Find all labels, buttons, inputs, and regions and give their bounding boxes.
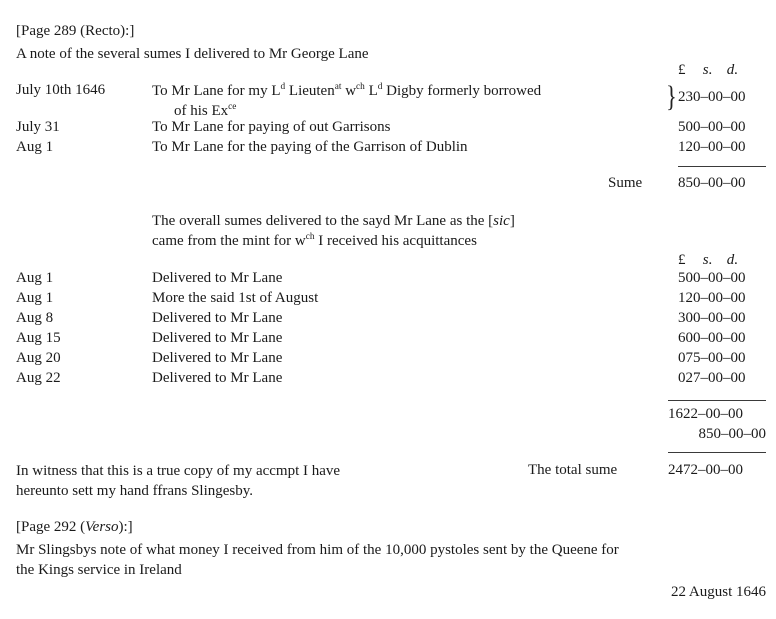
verso-note bbox=[16, 541, 766, 581]
sum-label: Sume bbox=[608, 175, 643, 191]
recto-header-suffix: ):] bbox=[120, 23, 135, 39]
entry-date: Aug 20 bbox=[16, 350, 61, 366]
witness-statement bbox=[16, 462, 536, 502]
recto-header-prefix: [Page 289 ( bbox=[16, 23, 86, 39]
middle-note bbox=[152, 212, 672, 252]
entry-description: Delivered to Mr Lane bbox=[152, 310, 283, 326]
entry-description: Delivered to Mr Lane bbox=[152, 370, 283, 386]
entry-amount: 120–00–00 bbox=[678, 139, 746, 155]
entry-description: Delivered to Mr Lane bbox=[152, 330, 283, 346]
verso-header-label: Verso bbox=[85, 519, 119, 535]
middle-note-line-2: came from the mint for $w^{ch}$ I received his acquittances bbox=[152, 231, 477, 249]
table-row bbox=[16, 370, 61, 387]
entry-description: Delivered to Mr Lane bbox=[152, 270, 283, 286]
money-column-header-two bbox=[678, 252, 738, 269]
middle-note-line-1: The overall sumes delivered to the sayd Mr Lane as the [sic] bbox=[152, 213, 515, 229]
subtotal-one: 1622–00–00 bbox=[668, 406, 743, 422]
entry-brace: } bbox=[666, 80, 677, 113]
grand-total-amount: 2472–00–00 bbox=[668, 462, 743, 478]
witness-line-2: hereunto sett my hand ffrans Slingesby. bbox=[16, 482, 254, 499]
entry-amount: 027–00–00 bbox=[678, 370, 746, 386]
superscript-ch: ch bbox=[356, 82, 365, 92]
entry-date: July 31 bbox=[16, 119, 60, 135]
entry-date: Aug 22 bbox=[16, 370, 61, 386]
table-row bbox=[16, 119, 60, 136]
entry-date: Aug 1 bbox=[16, 139, 54, 155]
entry-date: July 10th 1646 bbox=[16, 82, 106, 98]
recto-page-header bbox=[16, 22, 134, 41]
subtotal-two: 850–00–00 bbox=[698, 426, 766, 442]
table-row bbox=[16, 310, 53, 327]
entry-date: Aug 15 bbox=[16, 330, 61, 346]
pence-symbol-2: d. bbox=[726, 252, 739, 268]
entry-description-line-2: of his $Ex^{ce}$ bbox=[174, 101, 237, 119]
entry-amount: 300–00–00 bbox=[678, 310, 746, 326]
superscript-d: d bbox=[280, 82, 286, 92]
verso-header-suffix: ):] bbox=[118, 519, 133, 535]
verso-header-prefix: [Page 292 ( bbox=[16, 519, 86, 535]
superscript-d-2: d bbox=[377, 82, 383, 92]
table-row bbox=[16, 139, 53, 156]
table-row bbox=[16, 330, 61, 347]
grand-total-rule bbox=[668, 452, 766, 453]
money-column-header-one bbox=[678, 62, 738, 79]
verso-date: 22 August 1646 bbox=[670, 584, 766, 600]
superscript-at: at bbox=[334, 82, 342, 92]
superscript-ch-2: ch bbox=[305, 231, 315, 242]
table-row bbox=[16, 290, 53, 307]
sum-rule-one bbox=[678, 166, 766, 167]
sic-marker: sic bbox=[493, 213, 510, 229]
table-row bbox=[16, 270, 53, 287]
entry-description bbox=[152, 82, 662, 121]
pound-symbol-2: £ bbox=[678, 252, 686, 268]
entry-amount: 075–00–00 bbox=[678, 350, 746, 366]
shillings-symbol: s. bbox=[702, 62, 713, 78]
verso-note-line-2: the Kings service in Ireland bbox=[16, 561, 182, 578]
witness-line-1: In witness that this is a true copy of my accmpt I have bbox=[16, 463, 341, 479]
table-row bbox=[16, 82, 105, 99]
entry-amount: 500–00–00 bbox=[678, 270, 746, 286]
intro-sentence: A note of the several sumes I delivered to Mr George Lane bbox=[16, 46, 369, 62]
entry-amount: 500–00–00 bbox=[678, 119, 746, 135]
entry-amount: 120–00–00 bbox=[678, 290, 746, 306]
entry-date: Aug 8 bbox=[16, 310, 54, 326]
entry-amount: 600–00–00 bbox=[678, 330, 746, 346]
verso-page-header bbox=[16, 518, 133, 537]
table-row bbox=[16, 350, 61, 367]
grand-total-label: The total sume bbox=[528, 462, 618, 478]
entry-amount: 230–00–00 bbox=[678, 89, 746, 105]
entry-description: To Mr Lane for paying of out Garrisons bbox=[152, 119, 391, 135]
sum-amount: 850–00–00 bbox=[678, 175, 746, 191]
entry-date: Aug 1 bbox=[16, 270, 54, 286]
entry-date: Aug 1 bbox=[16, 290, 54, 306]
pence-symbol: d. bbox=[726, 62, 739, 78]
recto-header-label: Recto bbox=[85, 23, 121, 39]
verso-note-line-1: Mr Slingsbys note of what money I received from him of the 10,000 pystoles sent by the Queene for bbox=[16, 542, 619, 558]
entry-description: Delivered to Mr Lane bbox=[152, 350, 283, 366]
superscript-ce: ce bbox=[228, 101, 237, 112]
subtotal-rule bbox=[668, 400, 766, 401]
pound-symbol: £ bbox=[678, 62, 686, 78]
shillings-symbol-2: s. bbox=[702, 252, 713, 268]
entry-description-line-1: To Mr Lane for my $L^d$ Lieuten$^{at}$ $w^{ch}$ $L^d$ Digby formerly borrowed bbox=[152, 82, 542, 99]
entry-description: To Mr Lane for the paying of the Garrison of Dublin bbox=[152, 139, 468, 155]
entry-description: More the said 1st of August bbox=[152, 290, 319, 306]
